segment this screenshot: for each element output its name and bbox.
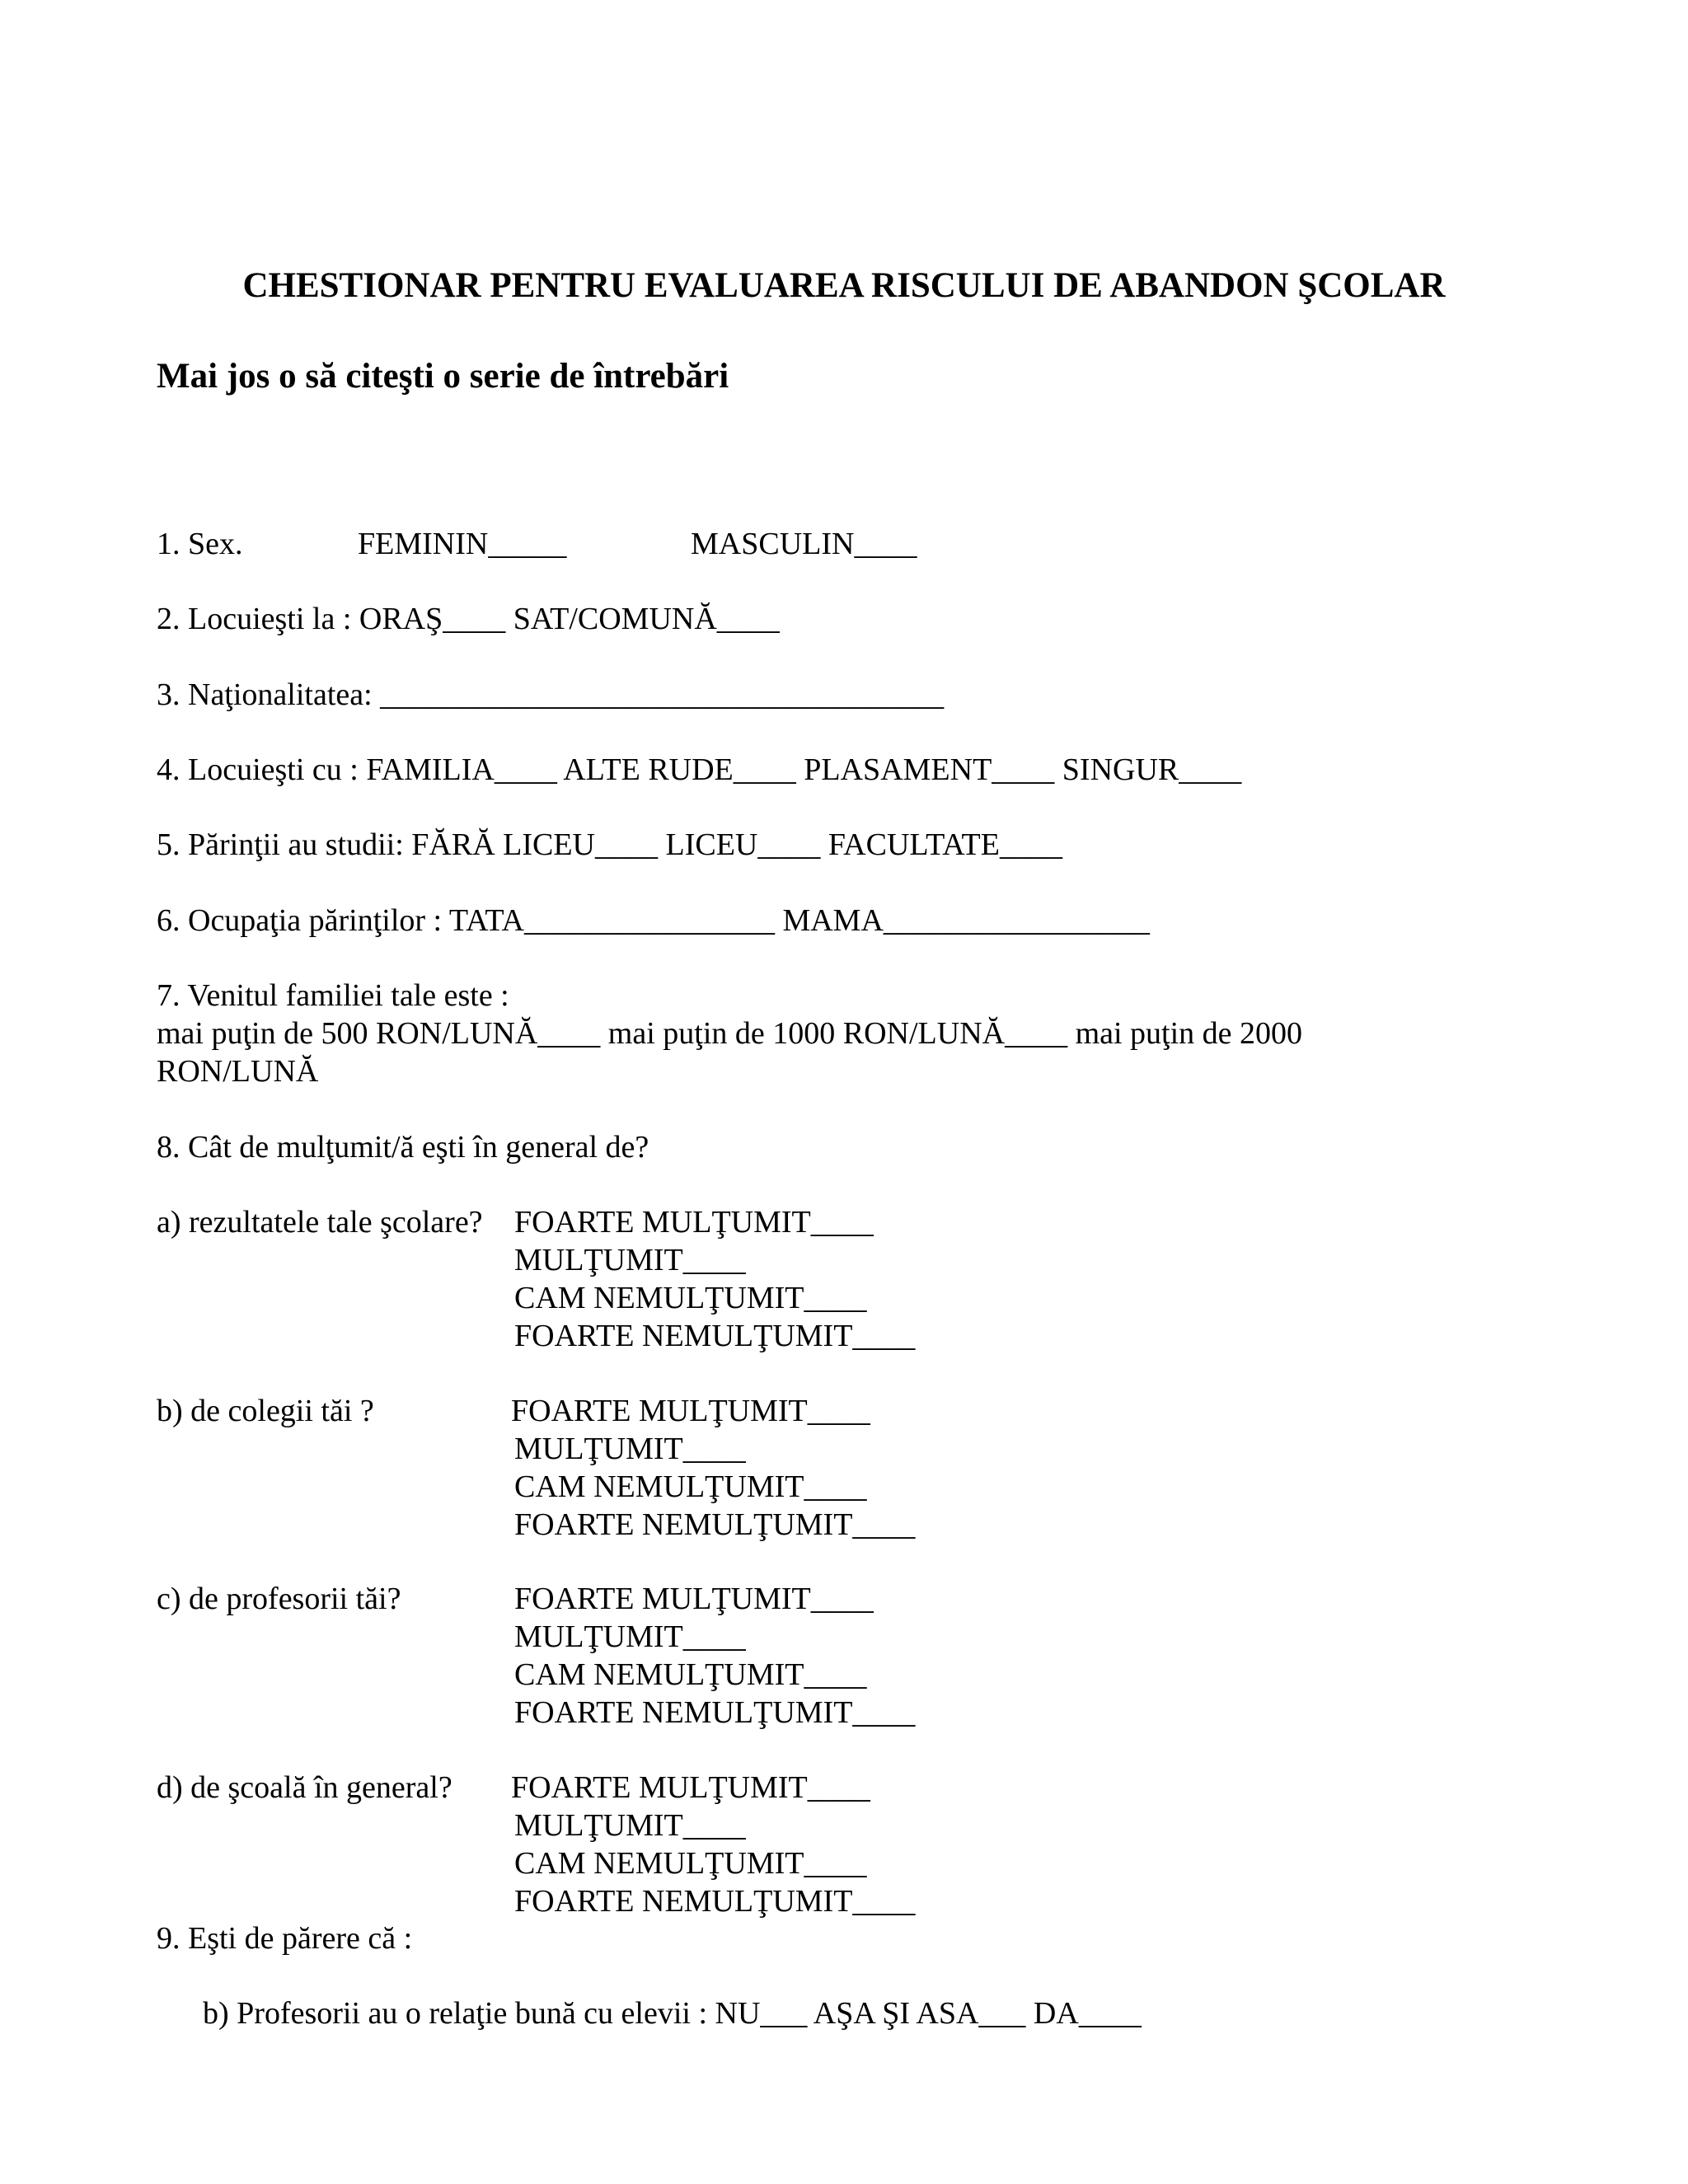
q8b-option-2[interactable]: MULŢUMIT____ [514, 1432, 746, 1466]
q5-parents-education[interactable]: 5. Părinţii au studii: FĂRĂ LICEU____ LICEU____ FACULTATE____ [157, 827, 1062, 862]
q8a-options [514, 1203, 915, 1355]
q8d-option-2[interactable]: MULŢUMIT____ [514, 1808, 746, 1843]
q8d-option-1[interactable]: FOARTE MULŢUMIT____ [511, 1770, 870, 1805]
q8d-label: d) de şcoală în general? [157, 1770, 452, 1805]
q1-option-feminin[interactable]: FEMININ_____ [358, 527, 567, 561]
q8b-label: b) de colegii tăi ? [157, 1394, 374, 1428]
q7-label: 7. Venitul familiei tale este : [157, 978, 509, 1013]
q8c-option-2[interactable]: MULŢUMIT____ [514, 1619, 746, 1654]
q7-income-options-cont: RON/LUNĂ [157, 1054, 319, 1089]
q8-intro: 8. Cât de mulţumit/ă eşti în general de? [157, 1130, 649, 1165]
q9b-teacher-relation[interactable]: b) Profesorii au o relaţie bună cu elevii : NU___ AŞA ŞI ASA___ DA____ [203, 1996, 1142, 2031]
q8b-option-1[interactable]: FOARTE MULŢUMIT____ [511, 1394, 870, 1428]
document-subtitle: Mai jos o să citeşti o serie de întrebări [157, 357, 729, 396]
q8b-options [511, 1392, 915, 1544]
q8a-option-1[interactable]: FOARTE MULŢUMIT____ [514, 1205, 874, 1240]
q8a-option-4[interactable]: FOARTE NEMULŢUMIT____ [514, 1319, 916, 1353]
q8a-option-2[interactable]: MULŢUMIT____ [514, 1243, 746, 1277]
q2-residence[interactable]: 2. Locuieşti la : ORAŞ____ SAT/COMUNĂ____ [157, 602, 780, 636]
q4-living-with[interactable]: 4. Locuieşti cu : FAMILIA____ ALTE RUDE____ PLASAMENT____ SINGUR____ [157, 752, 1242, 787]
q9-intro: 9. Eşti de părere că : [157, 1921, 413, 1956]
q8b-option-4[interactable]: FOARTE NEMULŢUMIT____ [514, 1507, 916, 1542]
q8a-option-3[interactable]: CAM NEMULŢUMIT____ [514, 1281, 867, 1315]
q8d-option-3[interactable]: CAM NEMULŢUMIT____ [514, 1846, 867, 1881]
q1-option-masculin[interactable]: MASCULIN____ [691, 527, 917, 561]
q8d-options [511, 1769, 915, 1920]
q1-label: 1. Sex. [157, 527, 243, 561]
q8c-option-3[interactable]: CAM NEMULŢUMIT____ [514, 1657, 867, 1692]
q8c-option-1[interactable]: FOARTE MULŢUMIT____ [514, 1582, 874, 1616]
q3-nationality[interactable]: 3. Naţionalitatea: ____________________________________ [157, 677, 945, 712]
q8c-options [514, 1580, 915, 1732]
q8c-option-4[interactable]: FOARTE NEMULŢUMIT____ [514, 1695, 916, 1730]
q8b-option-3[interactable]: CAM NEMULŢUMIT____ [514, 1469, 867, 1504]
document-title: CHESTIONAR PENTRU EVALUAREA RISCULUI DE ABANDON ŞCOLAR [242, 266, 1446, 305]
q8c-label: c) de profesorii tăi? [157, 1582, 401, 1616]
q7-income-options[interactable]: mai puţin de 500 RON/LUNĂ____ mai puţin de 1000 RON/LUNĂ____ mai puţin de 2000 [157, 1016, 1303, 1051]
q8d-option-4[interactable]: FOARTE NEMULŢUMIT____ [514, 1884, 916, 1919]
q8a-label: a) rezultatele tale şcolare? [157, 1205, 483, 1240]
q6-parents-occupation[interactable]: 6. Ocupaţia părinţilor : TATA________________ MAMA_________________ [157, 903, 1150, 938]
